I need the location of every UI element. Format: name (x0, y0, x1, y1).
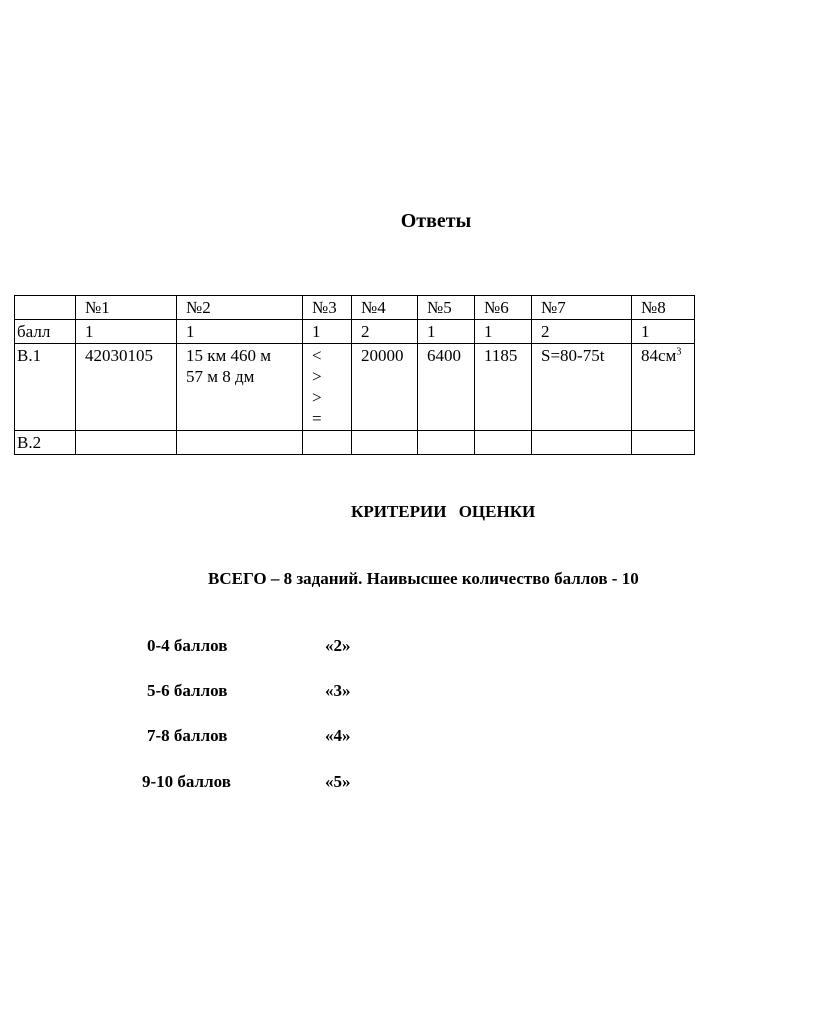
header-cell-task-8: №8 (632, 296, 695, 320)
table-cell: 1 (475, 320, 532, 344)
table-cell (177, 344, 303, 431)
header-cell-corner (15, 296, 76, 320)
grade-range: 7-8 баллов (147, 726, 228, 745)
cell-text: 42030105 (85, 346, 153, 365)
table-row-variant-1 (15, 344, 695, 431)
grade-range: 5-6 баллов (147, 681, 228, 700)
header-cell-task-1: №1 (76, 296, 177, 320)
grade-mark: «4» (325, 726, 351, 745)
table-cell (76, 344, 177, 431)
table-cell (177, 431, 303, 455)
table-cell (303, 344, 352, 431)
answers-table (14, 295, 695, 455)
cell-text: S=80-75t (541, 346, 605, 365)
table-row-variant-2 (15, 431, 695, 455)
table-cell: 1 (632, 320, 695, 344)
table-cell: 1 (418, 320, 475, 344)
grade-row (0, 635, 400, 657)
cell-text: < (312, 346, 322, 365)
table-cell: 1 (76, 320, 177, 344)
table-cell (303, 431, 352, 455)
grade-mark: «2» (325, 636, 351, 655)
cell-text: 57 м 8 дм (186, 367, 255, 386)
table-cell (532, 344, 632, 431)
cell-text: 20000 (361, 346, 404, 365)
cell-text: 6400 (427, 346, 461, 365)
cell-text: 15 км 460 м (186, 346, 272, 365)
table-cell (352, 431, 418, 455)
row-label-variant-2: В.2 (15, 431, 76, 455)
table-cell (76, 431, 177, 455)
table-row-points (15, 320, 695, 344)
table-cell: 1 (303, 320, 352, 344)
grade-row (0, 725, 400, 747)
table-cell (352, 344, 418, 431)
row-label-points: балл (15, 320, 76, 344)
header-cell-task-2: №2 (177, 296, 303, 320)
table-cell (475, 344, 532, 431)
table-cell (632, 431, 695, 455)
table-cell (475, 431, 532, 455)
table-cell (532, 431, 632, 455)
header-cell-task-3: №3 (303, 296, 352, 320)
grade-row (0, 680, 400, 702)
page-title: Ответы (400, 210, 472, 232)
cell-text: 1185 (484, 346, 518, 365)
grade-mark: «3» (325, 681, 351, 700)
cell-text: > (312, 367, 322, 386)
table-cell: 2 (352, 320, 418, 344)
cell-text: > (312, 388, 322, 407)
table-cell: 1 (177, 320, 303, 344)
header-cell-task-5: №5 (418, 296, 475, 320)
table-header-row (15, 296, 695, 320)
table-cell (632, 344, 695, 431)
table-cell: 2 (532, 320, 632, 344)
grade-row (0, 771, 400, 793)
grade-range: 0-4 баллов (147, 636, 228, 655)
header-cell-task-4: №4 (352, 296, 418, 320)
superscript-exponent: 3 (676, 346, 682, 358)
header-cell-task-7: №7 (532, 296, 632, 320)
grade-range: 9-10 баллов (142, 772, 231, 791)
cell-text: = (312, 409, 322, 428)
criteria-summary: ВСЕГО – 8 заданий. Наивысшее количество баллов - 10 (208, 569, 639, 588)
header-cell-task-6: №6 (475, 296, 532, 320)
table-cell (418, 431, 475, 455)
cell-text: 84см (641, 346, 677, 365)
table-cell (418, 344, 475, 431)
row-label-variant-1: В.1 (15, 344, 76, 431)
criteria-title: КРИТЕРИИ ОЦЕНКИ (351, 502, 536, 521)
grade-mark: «5» (325, 772, 351, 791)
